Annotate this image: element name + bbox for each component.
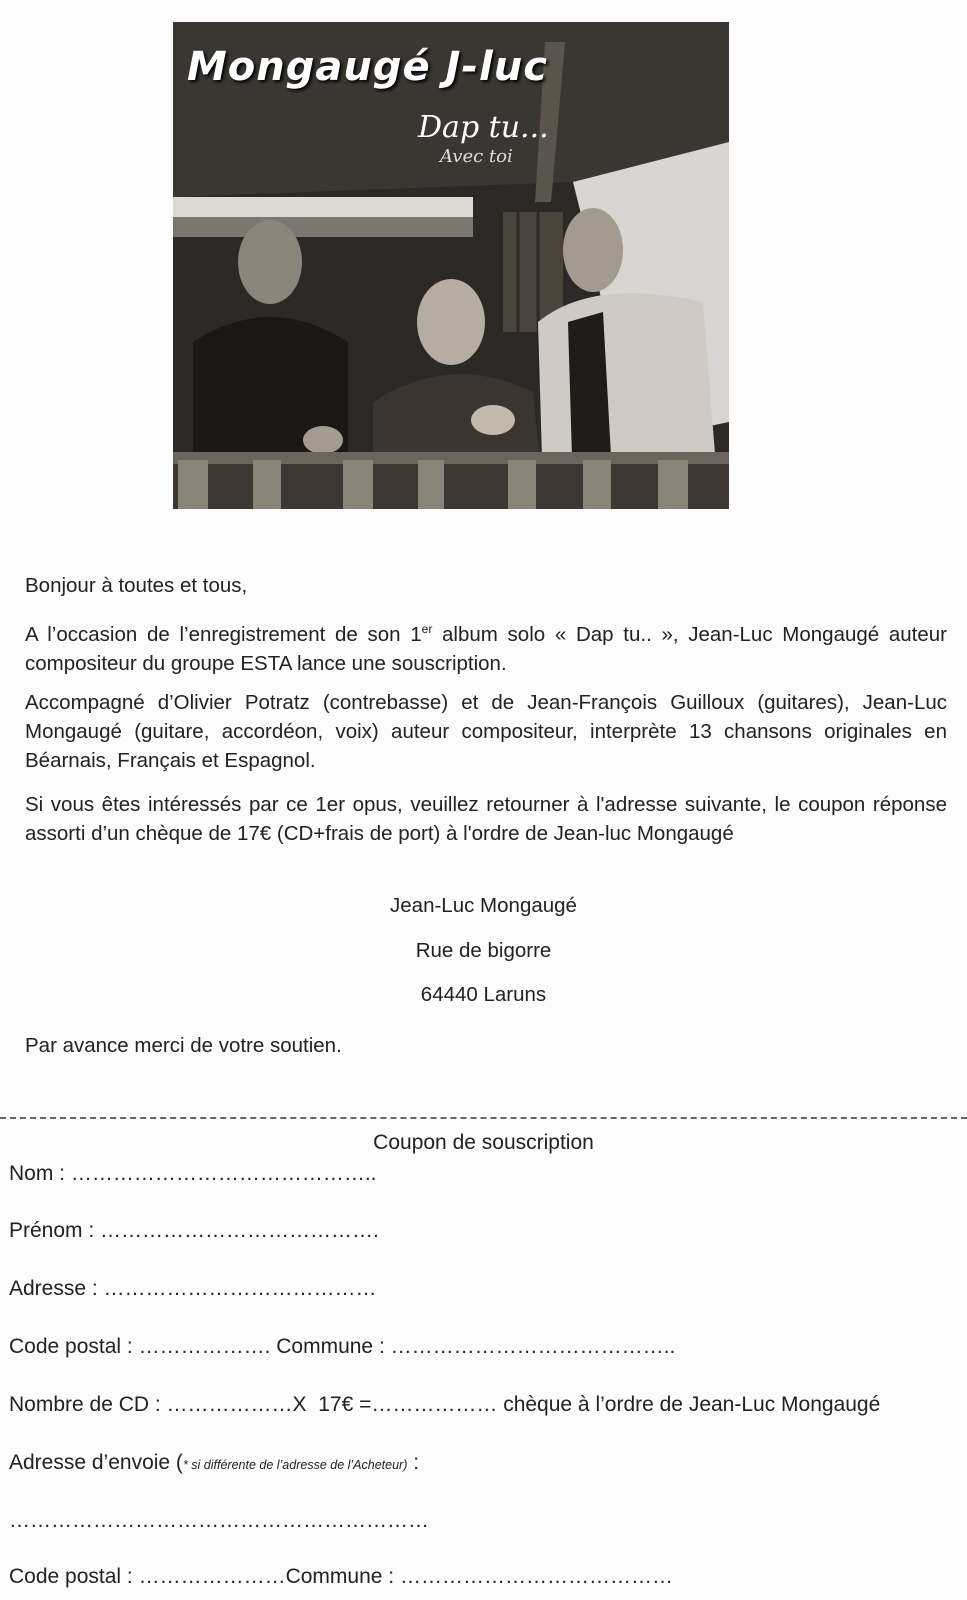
- address-city: 64440 Laruns: [420, 983, 547, 1006]
- paragraph-intro-part2: album solo « Dap tu.. », Jean-Luc Mongaugé auteur compositeur du groupe ESTA lance une souscription.: [25, 622, 947, 675]
- greeting: Bonjour à toutes et tous,: [25, 574, 248, 597]
- paragraph-intro-part1: A l’occasion de l’enregistrement de son 1: [25, 622, 422, 646]
- field-code-commune-2[interactable]: Code postal : …………………Commune : …………………………………: [9, 1565, 673, 1588]
- adresse-envoi-colon: :: [407, 1451, 420, 1474]
- adresse-envoi-note: * si différente de l’adresse de l’Acheteur): [182, 1458, 408, 1472]
- album-cover: [173, 22, 729, 509]
- field-prenom[interactable]: Prénom : ………………………………….: [9, 1219, 379, 1242]
- paragraph-order-instructions: Si vous êtes intéressés par ce 1er opus, veuillez retourner à l'adresse suivante, le coupon réponse assorti d’un chèque de 17€ (CD+frais de port) à l'ordre de Jean-luc Mongaugé: [25, 793, 947, 845]
- cover-subtitle: Dap tu...: [418, 110, 549, 145]
- paragraph-musicians: Accompagné d’Olivier Potratz (contrebasse) et de Jean-François Guilloux (guitares), Jean-Luc Mongaugé (guitare, accordéon, voix) auteur compositeur, interprète 13 chansons originales en Béarnais, Français et Espagnol.: [25, 691, 947, 772]
- field-nom[interactable]: Nom : ……………………………………..: [9, 1162, 377, 1185]
- cover-photo: [173, 22, 729, 509]
- coupon-title: Coupon de souscription: [373, 1131, 594, 1154]
- paragraph-intro: [25, 615, 947, 678]
- field-nombre-cd[interactable]: Nombre de CD : ………………X 17€ =……………… chèque à l’ordre de Jean-Luc Mongaugé: [9, 1393, 881, 1416]
- field-adresse-envoi-line[interactable]: ……………………………………………………: [9, 1509, 429, 1532]
- address-street: Rue de bigorre: [415, 939, 552, 962]
- field-adresse[interactable]: Adresse : …………………………………: [9, 1277, 377, 1300]
- field-code-commune[interactable]: Code postal : ………………. Commune : …………………………………..: [9, 1335, 676, 1358]
- cover-title: Mongaugé J-luc: [187, 44, 548, 90]
- adresse-envoi-label: Adresse d’envoie (: [9, 1451, 183, 1474]
- field-adresse-envoi: [9, 1451, 419, 1475]
- address-name: Jean-Luc Mongaugé: [390, 894, 577, 917]
- closing: Par avance merci de votre soutien.: [25, 1034, 342, 1057]
- cut-line: [0, 1117, 967, 1119]
- cover-tagline: Avec toi: [440, 146, 513, 167]
- ordinal-superscript: er: [421, 622, 433, 636]
